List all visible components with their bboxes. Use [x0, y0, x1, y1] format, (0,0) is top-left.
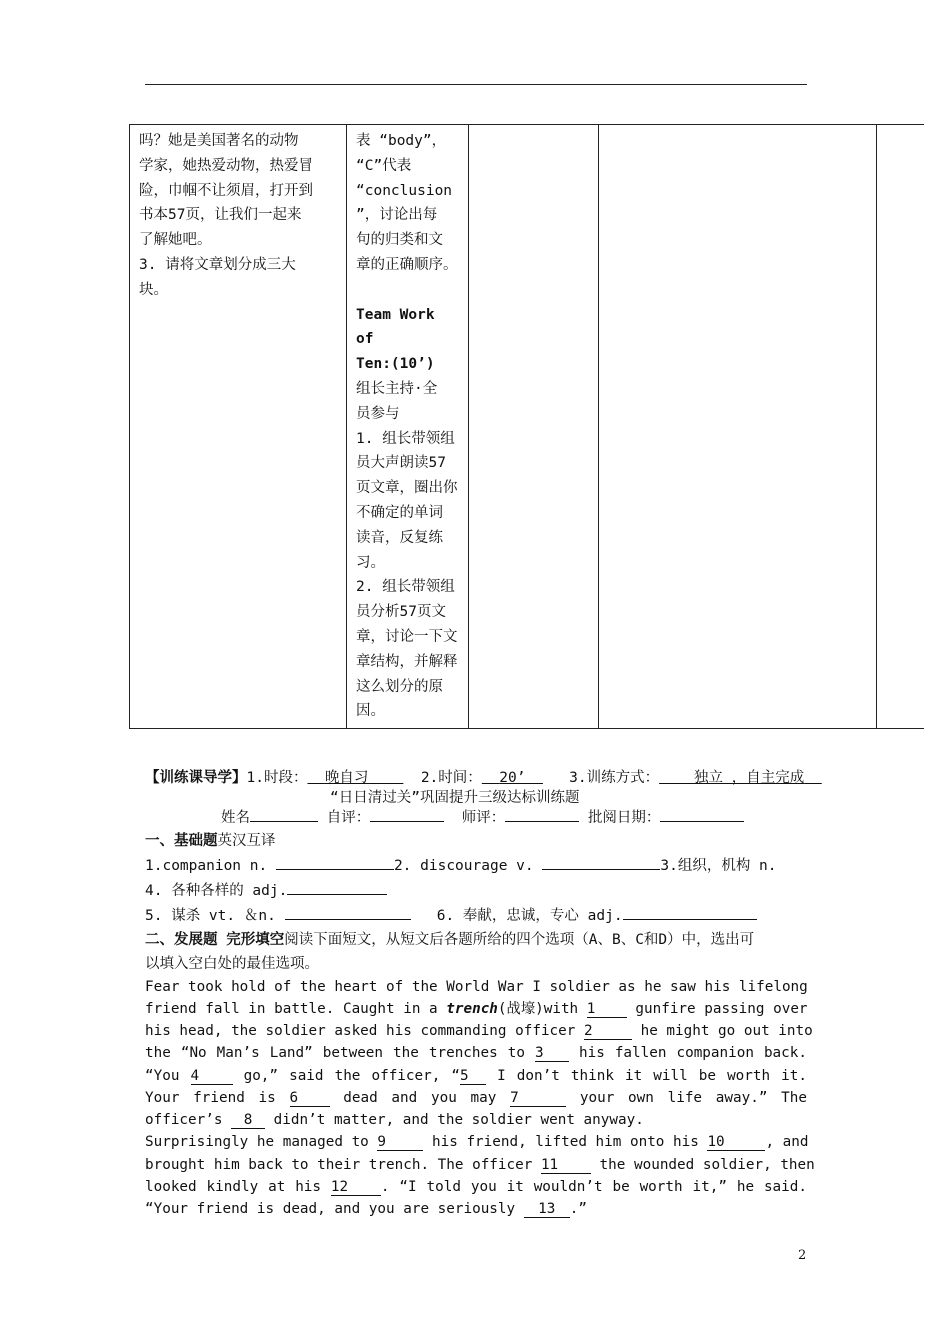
- cell-line: “conclusion: [356, 182, 453, 199]
- answer-2[interactable]: [542, 855, 660, 870]
- answer-6[interactable]: [623, 905, 757, 920]
- passage-line: Your friend is 6 dead and you may 7 your own life away.” The: [145, 1090, 807, 1106]
- training-label: 【训练课导学】: [145, 770, 247, 786]
- question-4: 4. 各种各样的 adj.: [145, 883, 288, 899]
- section1-row3: [145, 904, 757, 925]
- cloze-blank-7[interactable]: 7: [510, 1090, 566, 1107]
- answer-5[interactable]: [285, 905, 411, 920]
- section1-heading: [145, 829, 276, 850]
- cell-line: 块。: [139, 281, 168, 298]
- name-label: 姓名: [221, 810, 250, 826]
- cell-line: 险，巾帼不让须眉，打开到: [139, 182, 313, 199]
- cell-line: 句的归类和文: [356, 232, 443, 249]
- passage-line: looked kindly at his 12 . “I told you it wouldn’t be worth it,” he said.: [145, 1179, 807, 1195]
- header-rule: [145, 84, 807, 85]
- teamwork-time: Ten:(10’): [356, 356, 435, 373]
- time-label: 2.时间：: [420, 770, 482, 786]
- training-subtitle: “日日清过关”巩固提升三级达标训练题: [330, 790, 580, 806]
- passage-line: Fear took hold of the heart of the World War I soldier as he saw his lifelong: [145, 979, 808, 995]
- cloze-blank-9[interactable]: 9: [377, 1134, 423, 1151]
- answer-1[interactable]: [276, 855, 394, 870]
- section1-subtitle: 英汉互译: [217, 833, 276, 849]
- question-6: 6. 奉献，忠诚，专心 adj.: [436, 908, 623, 924]
- cell-line: 页文章，圈出你: [356, 480, 458, 497]
- cell-line: 吗？她是美国著名的动物: [139, 133, 299, 149]
- training-header: [145, 766, 822, 787]
- passage-line: brought him back to their trench. The officer 11 the wounded soldier, then: [145, 1157, 815, 1173]
- cloze-blank-13[interactable]: 13: [524, 1201, 570, 1218]
- cell-line: 因。: [356, 703, 385, 720]
- teacher-eval-field[interactable]: [505, 807, 579, 822]
- passage-line: officer’s 8 didn’t matter, and the soldier went anyway.: [145, 1112, 644, 1128]
- question-3: 3.组织，机构 n.: [660, 858, 777, 874]
- table-cell-empty: [469, 125, 599, 729]
- cloze-blank-11[interactable]: 11: [541, 1157, 591, 1174]
- cell-line: 3. 请将文章划分成三大: [139, 256, 296, 273]
- cloze-blank-3[interactable]: 3: [535, 1045, 569, 1062]
- mode-value: 独立 ，自主完成: [694, 770, 805, 786]
- cell-line: 员参与: [356, 405, 400, 422]
- period-value: 晚自习: [324, 770, 369, 786]
- cell-line: 书本57页，让我们一起来: [139, 207, 302, 224]
- table-cell-intro: [130, 125, 347, 729]
- self-eval-field[interactable]: [370, 807, 444, 822]
- cell-line: 了解她吧。: [139, 232, 212, 249]
- cell-line: 学家，她热爱动物，热爱冒: [139, 157, 313, 174]
- cell-line: 章，讨论一下文: [356, 628, 458, 645]
- cloze-blank-2[interactable]: 2: [584, 1023, 632, 1040]
- passage-line: Surprisingly he managed to 9 his friend, lifted him onto his 10 , and: [145, 1134, 809, 1150]
- cell-line: ”，讨论出每: [356, 207, 438, 224]
- trench-word: trench: [446, 1001, 498, 1017]
- question-2: 2. discourage v.: [393, 858, 543, 874]
- passage-line: friend fall in battle. Caught in a trench(战壕)with 1 gunfire passing over: [145, 1001, 808, 1017]
- cell-line: 不确定的单词: [356, 504, 443, 521]
- period-label: 1.时段：: [246, 770, 308, 786]
- lesson-table: [129, 124, 924, 729]
- cloze-blank-12[interactable]: 12: [331, 1179, 381, 1196]
- date-field[interactable]: [660, 807, 744, 822]
- cell-line: 章的正确顺序。: [356, 256, 458, 273]
- table-cell-empty: [877, 125, 925, 729]
- cell-line: 章结构，并解释: [356, 653, 458, 670]
- cloze-blank-10[interactable]: 10: [707, 1134, 765, 1151]
- section2-instruction-cont: 以填入空白处的最佳选项。: [145, 956, 319, 972]
- answer-4[interactable]: [287, 880, 387, 895]
- question-5: 5. 谋杀 vt. ＆n.: [145, 908, 285, 924]
- section2-instruction: 阅读下面短文，从短文后各题所给的四个选项（A、B、C和D）中，选出可: [284, 932, 755, 948]
- cloze-blank-5[interactable]: 5: [460, 1068, 486, 1085]
- cell-line: 员分析57页文: [356, 604, 446, 621]
- question-1: 1.companion n.: [145, 858, 276, 874]
- cloze-blank-8[interactable]: 8: [231, 1112, 265, 1129]
- table-cell-empty: [599, 125, 877, 729]
- cloze-blank-6[interactable]: 6: [290, 1090, 330, 1107]
- cell-line: 习。: [356, 554, 385, 571]
- cell-line: “C”代表: [356, 157, 412, 174]
- evaluation-row: [221, 806, 744, 827]
- cloze-blank-1[interactable]: 1: [587, 1001, 627, 1018]
- section1-row2: [145, 879, 387, 900]
- mode-label: 3.训练方式：: [569, 770, 660, 786]
- time-value: 20’: [499, 770, 526, 786]
- cloze-blank-4[interactable]: 4: [191, 1068, 233, 1085]
- page-number: 2: [798, 1248, 807, 1263]
- date-label: 批阅日期：: [587, 810, 661, 826]
- self-eval-label: 自评：: [326, 810, 371, 826]
- section1-row1: [145, 854, 777, 875]
- passage-line: his head, the soldier asked his commanding officer 2 he might go out into: [145, 1023, 813, 1039]
- passage-line: “You 4 go,” said the officer, “5 I don’t think it will be worth it.: [145, 1068, 808, 1084]
- cell-line: 1. 组长带领组: [356, 430, 455, 447]
- passage-line: “Your friend is dead, and you are seriously 13 .”: [145, 1201, 587, 1217]
- cell-line: 表 “body”，: [356, 133, 447, 149]
- cell-line: 组长主持·全: [356, 380, 438, 397]
- teacher-eval-label: 师评：: [461, 810, 506, 826]
- teamwork-heading: Team Work of: [356, 306, 435, 348]
- cell-line: 这么划分的原: [356, 678, 443, 695]
- section1-title: 一、基础题: [145, 833, 218, 849]
- table-cell-activity: [347, 125, 469, 729]
- cell-line: 员大声朗读57: [356, 455, 446, 472]
- cell-line: 读音，反复练: [356, 529, 443, 546]
- cell-line: [356, 278, 460, 303]
- passage-line: the “No Man’s Land” between the trenches to 3 his fallen companion back.: [145, 1045, 807, 1061]
- cell-line: 2. 组长带领组: [356, 579, 455, 596]
- section2-heading: [145, 928, 754, 949]
- section2-title: 二、发展题 完形填空: [145, 932, 285, 948]
- name-field[interactable]: [250, 807, 318, 822]
